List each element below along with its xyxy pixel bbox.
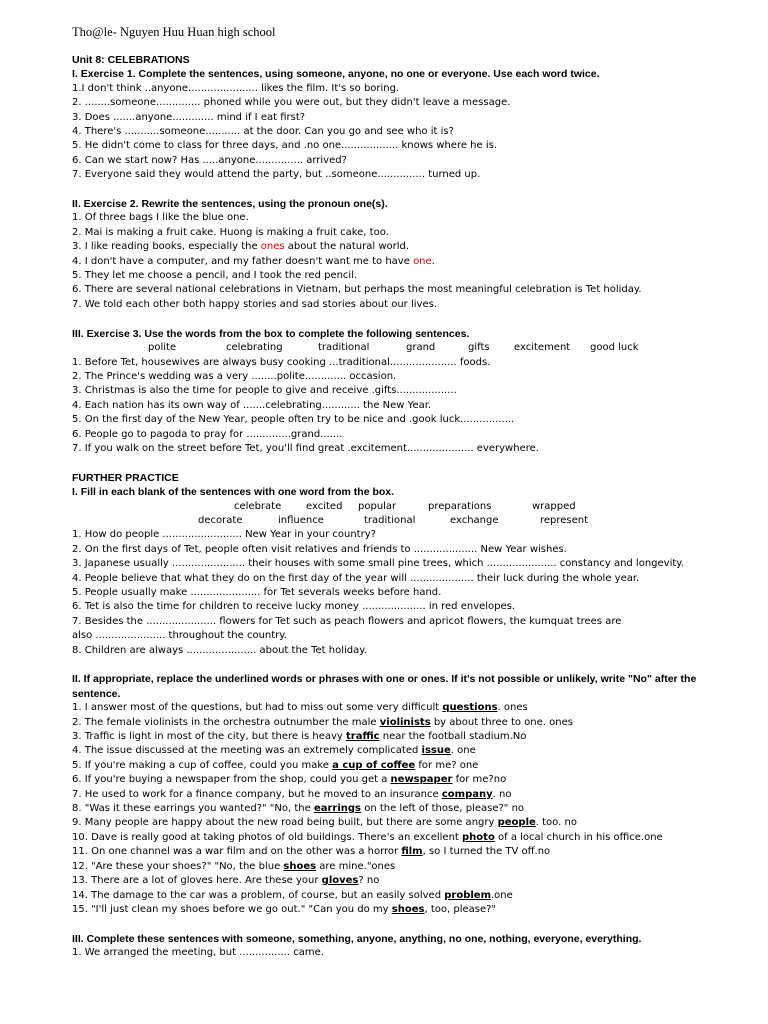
s2-item-answer: near the football stadium.No [379,731,527,743]
s2-item-text: 11. On one channel was a war film and on the other was a horror [72,846,402,858]
s2-item-text: 10. Dave is really good at taking photos of old buildings. There's an excellent [72,831,463,843]
ex3-line: 7. If you walk on the street before Tet, you'll find great .excitement..................... everywhere. [72,442,539,454]
ex1-line: 3. Does .......anyone............. mind if I eat first? [72,111,306,123]
ex1-line: 7. Everyone said they would attend the party, but ..someone............... turned up. [72,169,481,181]
ex2-line: 5. They let me choose a pencil, and I took the red pencil. [72,270,358,282]
s2-item-answer: by about three to one. ones [430,716,573,728]
ex2-title: II. Exercise 2. Rewrite the sentences, using the pronoun one(s). [72,198,388,211]
fp-line: 1. How do people ......................... New Year in your country? [72,529,376,541]
ex1-line: 2. ........someone.............. phoned while you were out, but they didn't leave a message. [72,97,511,109]
underlined-word: shoes [391,903,425,915]
s2-item [72,860,712,874]
ex1-line: 1.I don't think ..anyone...................... likes the film. It's so boring. [72,82,400,94]
s2-item-text: 7. He used to work for a finance company, but he moved to an insurance [72,788,442,800]
underlined-word: a cup of coffee [332,759,416,771]
underlined-word: film [401,846,423,858]
fp-line: 6. Tet is also the time for children to receive lucky money .................... in red envelopes. [72,601,516,613]
s2-item-text: 5. If you're making a cup of coffee, could you make [72,759,333,771]
ex3-line: 2. The Prince's wedding was a very ........polite............. occasion. [72,370,397,382]
ex1-line: 4. There's ...........someone........... at the door. Can you go and see who it is? [72,126,454,138]
s2-item [72,802,712,816]
s2-item-answer: for me?no [452,774,507,786]
box-word: represent [540,514,589,526]
fp-line: also ...................... throughout the country. [72,630,287,642]
s2-item-answer: , so I turned the TV off.no [422,846,551,858]
s2-item-answer: . ones [497,702,528,714]
ex2-line [72,240,712,254]
ex3-title: III. Exercise 3. Use the words from the box to complete the following sentences. [72,327,470,340]
s2-item [72,773,712,787]
fp-line: 5. People usually make ...................... for Tet severals weeks before hand. [72,586,442,598]
unit-title: Unit 8: CELEBRATIONS [72,54,190,66]
ex3-line: 4. Each nation has its own way of .......celebrating............ the New Year. [72,399,432,411]
ex2-line3-answer: ones [260,241,285,253]
fp-section2-title: II. If appropriate, replace the underlined words or phrases with one or ones. If it's not possible or unlikely, write "No" after the sentence. [72,673,697,700]
ex1-line: 5. He didn't come to class for three days, and .no one.................. knows where he is. [72,140,498,152]
underlined-word: issue [421,745,451,757]
box-word: gifts [468,342,490,354]
box-word: decorate [198,514,243,526]
s2-item [72,903,712,917]
ex3-line: 5. On the first day of the New Year, people often try to be nice and .gook luck................. [72,414,515,426]
s2-item [72,730,712,744]
box-word: wrapped [532,500,576,512]
ex2-line4-answer: one [413,255,432,267]
underlined-word: gloves [321,875,359,887]
s2-item-answer: .one [490,889,513,901]
box-word: exchange [450,514,499,526]
ex3-line: 3. Christmas is also the time for people to give and receive .gifts................... [72,385,457,397]
s2-item-answer: for me? one [415,759,479,771]
s2-item-text: 2. The female violinists in the orchestra outnumber the male [72,716,380,728]
s2-item-text: 1. I answer most of the questions, but had to miss out some very difficult [72,702,443,714]
underlined-word: problem [444,889,491,901]
underlined-word: shoes [283,860,317,872]
box-word: celebrate [234,500,282,512]
s2-item-text: 9. Many people are happy about the new road being built, but there are some angry [72,817,498,829]
s2-item [72,788,712,802]
fp-line: 7. Besides the ...................... flowers for Tet such as peach flowers and apricot flowers, the kumquat trees are [72,615,622,627]
fp-line: 3. Japanese usually ....................... their houses with some small pine trees, which ...................... constancy and longevity. [72,558,684,570]
s2-item-answer: , too, please?" [424,903,497,915]
ex2-line4-pre: 4. I don't have a computer, and my father doesn't want me to have [72,255,414,267]
fp-section3-title: III. Complete these sentences with someone, something, anyone, anything, no one, nothing, everyone, everything. [72,932,642,945]
fp-line: 4. People believe that what they do on the first day of the year will .................... their luck during the whole year. [72,572,640,584]
s2-item-text: 13. There are a lot of gloves here. Are these your [72,875,322,887]
s2-item [72,701,712,715]
ex1-line: 6. Can we start now? Has .....anyone............... arrived? [72,154,347,166]
s2-item-text: 8. "Was it these earrings you wanted?" "No, the [72,803,314,815]
s2-item [72,816,712,830]
s3-line: 1. We arranged the meeting, but ................ came. [72,947,324,959]
s2-item-answer: ? no [358,875,380,887]
s2-item [72,716,712,730]
ex2-line: 7. We told each other both happy stories and sad stories about our lives. [72,298,437,310]
ex2-line: 1. Of three bags I like the blue one. [72,212,249,224]
s2-item [72,759,712,773]
s2-item-text: 14. The damage to the car was a problem, of course, but an easily solved [72,889,445,901]
worksheet-content [72,53,712,961]
ex3-line: 1. Before Tet, housewives are always busy cooking ...traditional..................... foods. [72,356,491,368]
s2-item-answer: . too. no [535,817,577,829]
box-word: celebrating [226,342,283,354]
ex2-line [72,255,712,269]
box-word: traditional [318,342,370,354]
fp-word-box-row1 [72,500,712,514]
s2-item-text: 12. "Are these your shoes?" "No, the blue [72,860,284,872]
s2-item-text: 4. The issue discussed at the meeting was an extremely complicated [72,745,422,757]
s2-item-answer: on the left of those, please?" no [361,803,525,815]
s2-item [72,874,712,888]
underlined-word: company [441,788,493,800]
fp-word-box-row2 [72,514,712,528]
ex2-line: 2. Mai is making a fruit cake. Huong is making a fruit cake, too. [72,226,389,238]
underlined-word: people [497,817,536,829]
box-word: grand [406,342,436,354]
underlined-word: violinists [379,716,431,728]
ex1-title: I. Exercise 1. Complete the sentences, using someone, anyone, no one or everyone. Use each word twice. [72,68,600,81]
underlined-word: photo [462,831,495,843]
s2-item-text: 6. If you're buying a newspaper from the shop, could you get a [72,774,391,786]
box-word: preparations [428,500,492,512]
s2-item-text: 3. Traffic is light in most of the city, but there is heavy [72,731,347,743]
school-header: Tho@le- Nguyen Huu Huan high school [72,25,276,39]
s2-item [72,845,712,859]
box-word: excitement [514,342,571,354]
fp-line: 8. Children are always ...................... about the Tet holiday. [72,644,367,656]
ex3-word-box [72,341,712,355]
fp-section1-title: I. Fill in each blank of the sentences with one word from the box. [72,486,395,499]
s2-item-answer: of a local church in his office.one [494,831,663,843]
underlined-word: traffic [346,731,380,743]
box-word: polite [148,342,177,354]
s2-item-answer: . no [492,788,512,800]
ex3-line: 6. People go to pagoda to pray for ..............grand....... [72,428,343,440]
fp-line: 2. On the first days of Tet, people often visit relatives and friends to .................... New Year wishes. [72,543,567,555]
s2-item-text: 15. "I'll just clean my shoes before we go out." "Can you do my [72,903,392,915]
box-word: good luck [590,342,639,354]
underlined-word: questions [442,702,498,714]
box-word: excited [306,500,343,512]
box-word: influence [278,514,324,526]
box-word: popular [358,500,397,512]
underlined-word: earrings [313,803,362,815]
s2-item-answer: are mine."ones [316,860,396,872]
s2-item [72,744,712,758]
s2-item-answer: . one [450,745,476,757]
box-word: traditional [364,514,416,526]
ex2-line3-post: about the natural world. [284,241,410,253]
further-practice-title: FURTHER PRACTICE [72,471,179,484]
ex2-line3-pre: 3. I like reading books, especially the [72,241,261,253]
s2-item [72,889,712,903]
s2-list [72,701,712,917]
s2-item [72,831,712,845]
ex2-line: 6. There are several national celebrations in Vietnam, but perhaps the most meaningful celebration is Tet holiday. [72,284,642,296]
underlined-word: newspaper [390,774,453,786]
ex2-line4-post: . [431,255,435,267]
